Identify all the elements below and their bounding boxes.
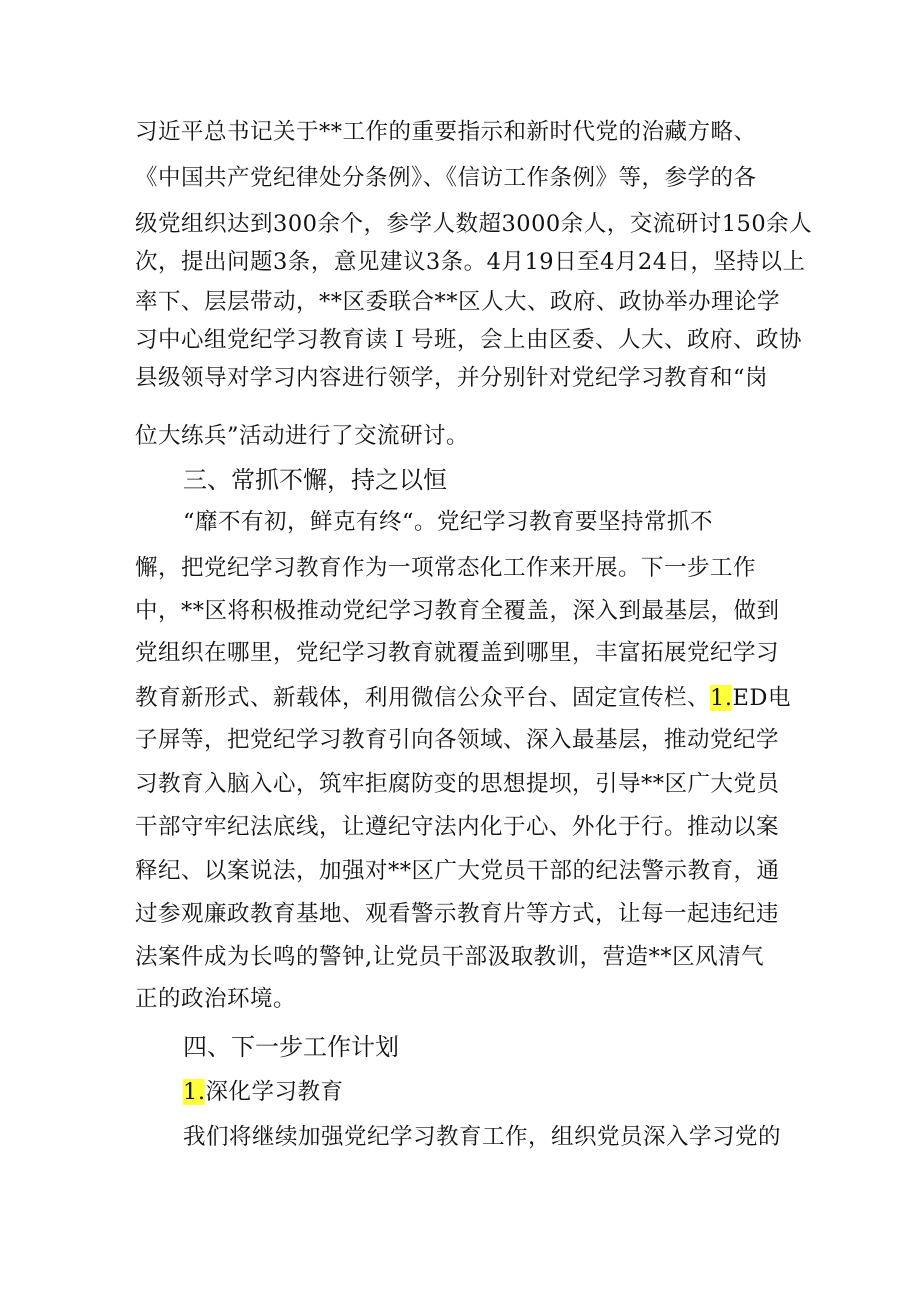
highlighted-number: 1. [183,1079,206,1105]
paragraph-line: 法案件成为长鸣的警钟,让党员干部汲取教训，营造**区风清气 [135,944,765,970]
paragraph-line: 释纪、以案说法，加强对**区广大党员干部的纪法警示教育，通 [135,858,780,884]
paragraph-line: 懈，把党纪学习教育作为一项常态化工作来开展。下一步工作 [135,555,757,581]
section-heading-4: 四、下一步工作计划 [183,1033,399,1061]
paragraph-line: 习近平总书记关于**工作的重要指示和新时代党的治藏方略、 [135,119,757,145]
paragraph-line: 习教育入脑入心，筑牢拒腐防变的思想提坝，引导**区广大党员 [135,771,780,797]
paragraph-line: 过参观廉政教育基地、观看警示教育片等方式，让每一起违纪违 [135,901,780,927]
highlighted-number: 1. [710,685,733,711]
paragraph-line: 位大练兵”活动进行了交流研讨。 [135,423,470,449]
paragraph-line: 党组织在哪里，党纪学习教育就覆盖到哪里，丰富拓展党纪学习 [135,640,780,666]
paragraph-line: 干部守牢纪法底线，让遵纪守法内化于心、外化于行。推动以案 [135,814,780,840]
paragraph-line: 次，提出问题3条，意见建议3条。4月19日至4月24日，坚持以上 [135,249,806,275]
paragraph-text: 教育新形式、新载体，利用微信公众平台、固定宣传栏、 [135,685,711,711]
subsection-title: 深化学习教育 [205,1079,344,1105]
paragraph-text: ED电 [732,685,791,711]
paragraph-line: 率下、层层带动，**区委联合**区人大、政府、政协举办理论学 [135,289,781,315]
paragraph-line: 正的政治环境。 [135,986,297,1012]
subsection-heading [183,1076,863,1108]
paragraph-line: 级党组织达到300余个，参学人数超3000余人，交流研讨150余人 [135,211,813,237]
paragraph-line: 子屏等，把党纪学习教育引向各领域、深入最基层，推动党纪学 [135,727,780,753]
paragraph-line: 《中国共产党纪律处分条例》、《信访工作条例》等，参学的各 [135,165,757,191]
paragraph-line: 我们将继续加强党纪学习教育工作，组织党员深入学习党的 [183,1124,782,1150]
paragraph-line: 习中心组党纪学习教育读Ｉ号班，会上由区委、人大、政府、政协 [135,327,803,353]
paragraph-line: “靡不有初，鲜克有终“。党纪学习教育要坚持常抓不 [183,509,714,535]
paragraph-line: 中，**区将积极推动党纪学习教育全覆盖，深入到最基层，做到 [135,598,780,624]
paragraph-line [135,682,815,714]
section-heading-3: 三、常抓不懈，持之以恒 [183,466,447,494]
paragraph-line: 县级领导对学习内容进行领学，并分别针对党纪学习教育和“岗 [135,365,769,391]
